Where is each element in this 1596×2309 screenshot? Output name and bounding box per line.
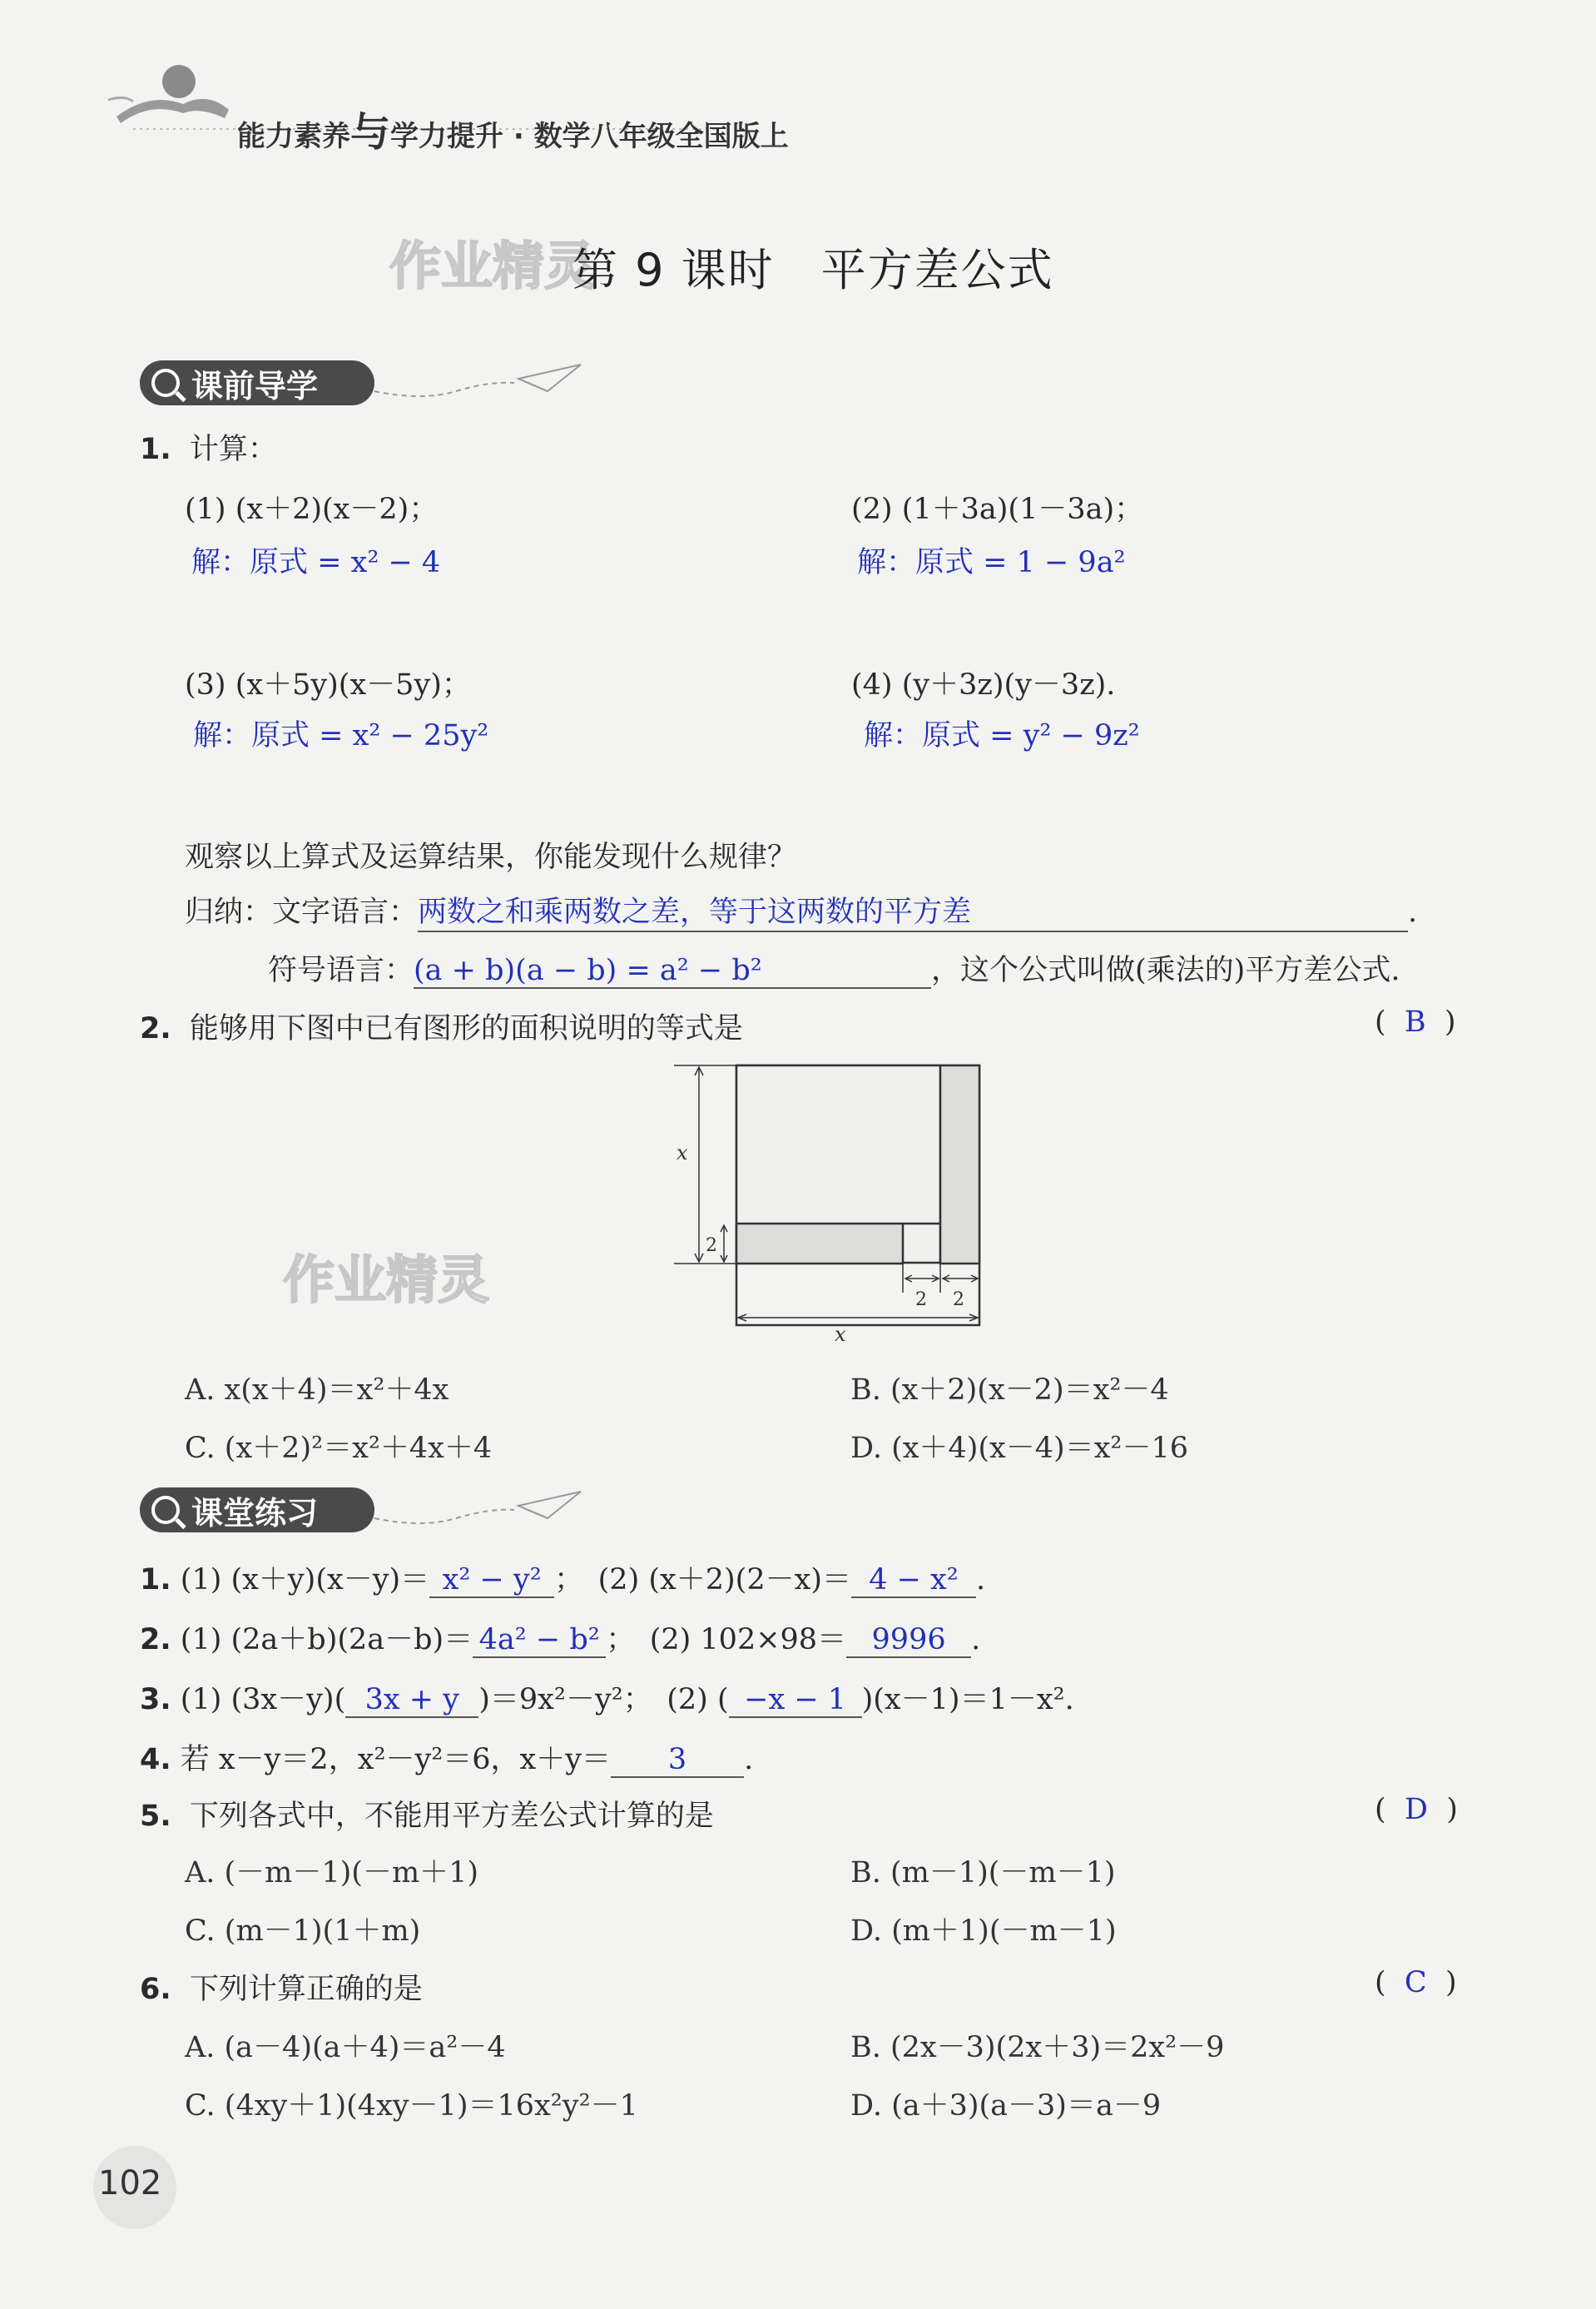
class-q5-answer-bracket: ( D ) — [1375, 1793, 1458, 1826]
magnifier-icon — [151, 1496, 180, 1524]
label-2-bottom-b: 2 — [953, 1289, 964, 1310]
class-q6-answer-bracket: ( C ) — [1375, 1966, 1457, 1999]
pre-q2-choice-d: D. (x＋4)(x－4)＝x²－16 — [850, 1432, 1189, 1465]
class-q2-blank-b: 9996 — [846, 1623, 971, 1658]
label-x-side: x — [677, 1141, 688, 1164]
pre-q2-choice-c: C. (x＋2)²＝x²＋4x＋4 — [185, 1432, 493, 1465]
class-q1: 1. (1) (x＋y)(x－y)＝ x² − y² ； (2) (x＋2)(2－x)＝ 4 − x² . — [140, 1563, 986, 1596]
section-class: 课堂练习 — [140, 1487, 374, 1532]
pre-q2: 2. 能够用下图中已有图形的面积说明的等式是 — [140, 1012, 743, 1045]
pre-q2-choice-b: B. (x＋2)(x－2)＝x²－4 — [850, 1373, 1169, 1407]
pre-q2-answer-bracket: ( B ) — [1375, 1006, 1456, 1039]
class-q3-blank-b: −x − 1 — [729, 1683, 862, 1718]
paper-plane-icon — [373, 1485, 589, 1535]
class-q3: 3. (1) (3x－y)( 3x + y )＝9x²－y²； (2) ( −x − 1 )(x－1)＝1－x². — [140, 1683, 1074, 1716]
label-2-left: 2 — [706, 1235, 717, 1256]
induce-line: 归纳：文字语言：两数之和乘两数之差，等于这两数的平方差 . — [185, 889, 1417, 932]
class-q6: 6. 下列计算正确的是 — [140, 1973, 423, 2006]
label-x-bottom: x — [835, 1323, 846, 1346]
class-q4: 4. 若 x－y＝2，x²－y²＝6，x＋y＝ 3 . — [140, 1743, 754, 1776]
symbol-line: 符号语言：(a + b)(a − b) = a² − b² ，这个公式叫做(乘法的)平方差公式. — [268, 954, 1400, 987]
magnifier-icon — [151, 369, 180, 397]
paper-plane-icon — [373, 358, 589, 408]
class-q1-blank-a: x² − y² — [429, 1563, 554, 1598]
class-q2: 2. (1) (2a＋b)(2a－b)＝ 4a² − b² ； (2) 102×98＝ 9996 . — [140, 1623, 981, 1656]
section-pre: 课前导学 — [140, 360, 374, 405]
page-number: 102 — [98, 2164, 162, 2202]
observe-text: 观察以上算式及运算结果，你能发现什么规律？ — [185, 841, 797, 874]
class-q5-choice-a: A. (－m－1)(－m＋1) — [185, 1856, 479, 1889]
area-figure — [666, 1055, 999, 1347]
class-q5-choice-b: B. (m－1)(－m－1) — [850, 1856, 1116, 1889]
class-q6-choice-d: D. (a＋3)(a－3)＝a－9 — [850, 2089, 1162, 2123]
class-q2-blank-a: 4a² − b² — [473, 1623, 606, 1658]
pre-q1-ans2: 解：原式 = 1 − 9a² — [857, 546, 1126, 579]
class-q6-choice-b: B. (2x－3)(2x＋3)＝2x²－9 — [850, 2031, 1225, 2064]
pre-q2-choice-a: A. x(x＋4)＝x²＋4x — [185, 1373, 449, 1407]
class-q6-choice-a: A. (a－4)(a＋4)＝a²－4 — [185, 2031, 506, 2064]
class-q6-choice-c: C. (4xy＋1)(4xy－1)＝16x²y²－1 — [185, 2089, 638, 2123]
page-title: 第 9 课时 平方差公式 — [572, 244, 1054, 296]
class-q1-blank-b: 4 − x² — [851, 1563, 976, 1598]
reading-person-icon — [100, 58, 233, 125]
book-title: 能力素养与学力提升 · 数学八年级全国版上 — [237, 109, 789, 156]
label-2-bottom-a: 2 — [915, 1289, 927, 1310]
class-q5-choice-c: C. (m－1)(1＋m) — [185, 1914, 421, 1948]
class-q5-choice-d: D. (m＋1)(－m－1) — [850, 1914, 1117, 1948]
pre-q1-item2: (2) (1＋3a)(1－3a)； — [851, 493, 1144, 526]
pre-q1: 1. 计算： — [140, 433, 277, 466]
class-q4-blank: 3 — [611, 1743, 744, 1778]
pre-q1-ans3: 解：原式 = x² − 25y² — [193, 719, 489, 752]
watermark-top: 作业精灵 — [389, 236, 597, 296]
induce-answer: 两数之和乘两数之差，等于这两数的平方差 — [418, 889, 1408, 932]
pre-q1-ans4: 解：原式 = y² − 9z² — [864, 719, 1140, 752]
symbol-answer: (a + b)(a − b) = a² − b² — [414, 954, 931, 989]
class-q3-blank-a: 3x + y — [345, 1683, 478, 1718]
pre-q1-item4: (4) (y＋3z)(y－3z). — [851, 668, 1116, 702]
watermark-middle: 作业精灵 — [283, 1249, 490, 1310]
pre-q1-ans1: 解：原式 = x² − 4 — [191, 546, 441, 579]
pre-q1-item1: (1) (x＋2)(x－2)； — [185, 493, 439, 526]
class-q5: 5. 下列各式中，不能用平方差公式计算的是 — [140, 1800, 714, 1833]
pre-q1-item3: (3) (x＋5y)(x－5y)； — [185, 668, 471, 702]
